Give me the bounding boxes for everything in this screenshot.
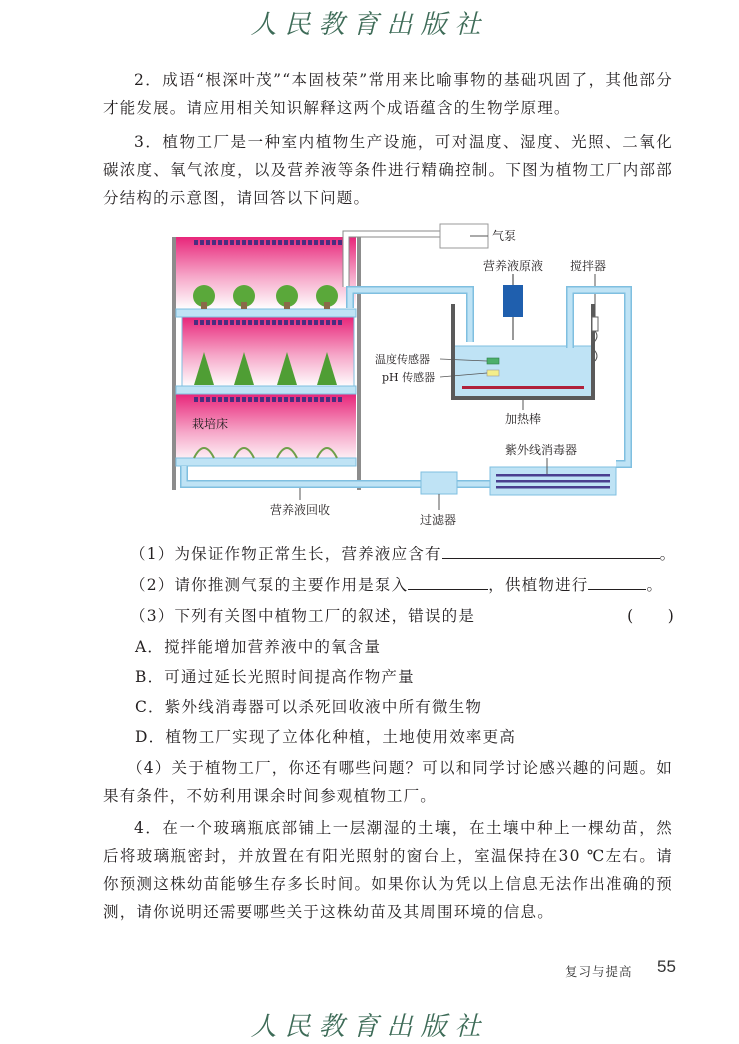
option-b: B．可通过延长光照时间提高作物产量 [135,668,415,686]
page-number: 55 [657,957,676,976]
option-d: D．植物工厂实现了立体化种植，土地使用效率更高 [135,728,517,746]
filter-label: 过滤器 [420,513,457,527]
question-2: 2．成语“根深叶茂”“本固枝荣”常用来比喻事物的基础巩固了，其他部分才能发展。请应用相关知识解释这两个成语蕴含的生物学原理。 [103,71,673,117]
option-c: C．紫外线消毒器可以杀死回收液中所有微生物 [135,698,483,716]
stirrer-label: 搅拌器 [570,259,607,273]
sub-question-4: （4）关于植物工厂，你还有哪些问题？可以和同学讨论感兴趣的问题。如果有条件，不妨利用课余时间参观植物工厂。 [103,759,673,805]
sub-question-2: （2）请你推测气泵的主要作用是泵入 ，供植物进行 。 [130,576,664,594]
answer-blank-2a[interactable] [408,575,488,590]
sub-question-3: （3）下列有关图中植物工厂的叙述，错误的是 ( ) [130,602,675,630]
option-a: A．搅拌能增加营养液中的氧含量 [135,638,382,656]
nutrient-recovery-label: 营养液回收 [270,503,331,517]
section-label: 复习与提高 [565,964,633,979]
answer-blank-1[interactable] [442,544,660,559]
cultivation-bed-label: 栽培床 [192,417,229,431]
heater-label: 加热棒 [505,412,542,426]
sub-question-1: （1）为保证作物正常生长，营养液应含有 。 [130,545,677,563]
nutrient-stock-label: 营养液原液 [483,259,544,273]
ph-sensor-label: pH 传感器 [382,371,436,384]
temp-sensor-label: 温度传感器 [375,353,430,366]
question-4: 4．在一个玻璃瓶底部铺上一层潮湿的土壤，在土壤中种上一棵幼苗，然后将玻璃瓶密封，并放置在有阳光照射的窗台上，室温保持在30 ℃左右。请你预测这株幼苗能够生存多长时间。如果你认为凭以上信息无法作出准确的预测，请你说明还需要哪些关于这株幼苗及其周围环境的信息。 [103,819,673,921]
air-pump-label: 气泵 [492,229,517,243]
uv-sterilizer-label: 紫外线消毒器 [505,443,578,457]
plant-factory-diagram [170,222,640,530]
question-3-intro: 3．植物工厂是一种室内植物生产设施，可对温度、湿度、光照、二氧化碳浓度、氧气浓度，以及营养液等条件进行精确控制。下图为植物工厂内部部分结构的示意图，请回答以下问题。 [103,133,673,207]
answer-paren-3[interactable]: ( ) [627,607,675,625]
answer-blank-2b[interactable] [588,575,646,590]
heater-rod [462,386,584,389]
publisher-logo-bottom: 人民教育出版社 [250,1012,489,1042]
publisher-logo-top: 人民教育出版社 [250,10,489,40]
